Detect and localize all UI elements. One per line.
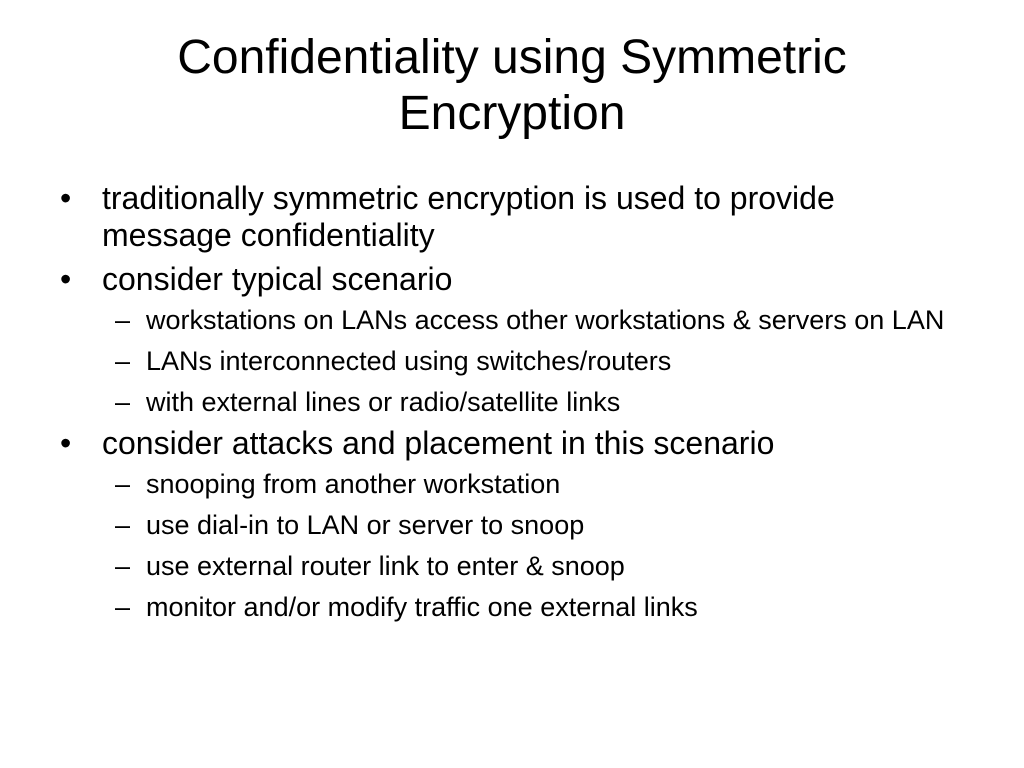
bullet-marker: • — [60, 425, 72, 461]
bullet-text: consider typical scenario — [102, 261, 453, 297]
sub-bullet-text: use dial-in to LAN or server to snoop — [146, 510, 585, 540]
slide-title: Confidentiality using Symmetric Encryption — [177, 31, 847, 140]
bullet-list — [60, 180, 960, 630]
bullet-text: consider attacks and placement in this scenario — [102, 425, 775, 461]
sub-bullet-item — [102, 510, 960, 541]
sub-bullet-item — [102, 551, 960, 582]
bullet-item — [60, 261, 960, 418]
bullet-marker: • — [60, 261, 72, 297]
bullet-marker: • — [60, 180, 72, 216]
bullet-item — [60, 425, 960, 623]
sub-bullet-marker: – — [115, 346, 131, 376]
sub-bullet-text: with external lines or radio/satellite links — [146, 387, 621, 417]
sub-bullet-marker: – — [115, 387, 131, 417]
sub-bullet-list — [102, 305, 960, 418]
sub-bullet-list — [102, 469, 960, 623]
sub-bullet-item — [102, 387, 960, 418]
bullet-text: traditionally symmetric encryption is used to provide message confidentiality — [102, 180, 835, 253]
sub-bullet-text: use external router link to enter & snoop — [146, 551, 625, 581]
sub-bullet-marker: – — [115, 551, 131, 581]
sub-bullet-text: workstations on LANs access other workstations & servers on LAN — [146, 305, 945, 335]
sub-bullet-item — [102, 346, 960, 377]
sub-bullet-text: snooping from another workstation — [146, 469, 561, 499]
sub-bullet-marker: – — [115, 592, 131, 622]
sub-bullet-item — [102, 592, 960, 623]
sub-bullet-item — [102, 469, 960, 500]
bullet-item — [60, 180, 960, 254]
sub-bullet-marker: – — [115, 510, 131, 540]
sub-bullet-marker: – — [115, 305, 131, 335]
sub-bullet-text: monitor and/or modify traffic one external links — [146, 592, 698, 622]
sub-bullet-marker: – — [115, 469, 131, 499]
sub-bullet-text: LANs interconnected using switches/routers — [146, 346, 672, 376]
sub-bullet-item — [102, 305, 960, 336]
